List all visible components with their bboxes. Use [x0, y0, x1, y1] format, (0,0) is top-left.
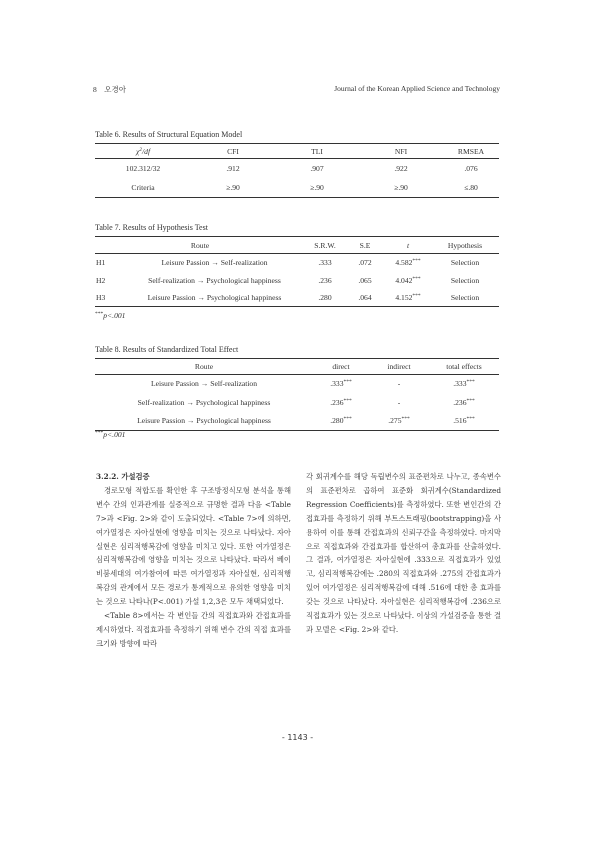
table7-header-t: t [406, 240, 410, 250]
table-cell: .907 [310, 163, 324, 173]
table-row [95, 393, 499, 412]
header-journal-title: Journal of the Korean Applied Science and Technology [334, 84, 500, 93]
table-cell: ≥.90 [394, 182, 408, 192]
direct-value: .236*** [330, 397, 352, 407]
route: Self-realization → Psychological happiness [148, 275, 281, 285]
table-row [95, 159, 499, 178]
route: Leisure Passion → Self-realization [150, 379, 258, 389]
srw-value: .280 [318, 292, 332, 302]
hypothesis-result: Selection [450, 292, 480, 302]
body-column-left [96, 470, 291, 651]
table-cell: Criteria [131, 182, 155, 192]
se-value: .072 [358, 258, 372, 268]
table8-note: ***p<.001 [95, 430, 126, 439]
page-number-footer: - 1143 - [281, 733, 314, 742]
direct-value: .280*** [330, 416, 352, 426]
se-value: .065 [358, 275, 372, 285]
t-value: 4.152*** [395, 292, 421, 302]
total-value: .516*** [453, 416, 475, 426]
table6-header-chi: $\chi^2/df$ [135, 146, 151, 156]
se-value: .064 [358, 292, 372, 302]
table-row [95, 375, 499, 393]
section-heading: 3.2.2. 가설검증 [96, 472, 150, 481]
table-row [95, 289, 499, 307]
table8-header-route: Route [194, 362, 214, 371]
hypothesis-id: H2 [96, 275, 106, 285]
table8-header-direct: direct [332, 362, 350, 371]
table-cell: .076 [464, 163, 478, 173]
header-author: 오경아 [104, 85, 126, 94]
indirect-value: .275*** [388, 416, 410, 426]
table-cell: ≥.90 [226, 182, 240, 192]
t-value: 4.582*** [395, 258, 421, 268]
table8-header-total: total effects [446, 362, 482, 371]
route: Leisure Passion → Self-realization [161, 258, 268, 268]
total-value: .333*** [453, 379, 475, 389]
hypothesis-result: Selection [450, 258, 480, 268]
table8 [95, 358, 499, 431]
table6-header-tli: TLI [311, 146, 323, 156]
running-header-left [93, 84, 126, 95]
table8-header-indirect: indirect [387, 362, 411, 371]
table6 [95, 143, 499, 198]
t-value: 4.042*** [395, 275, 421, 285]
table7-note: ***p<.001 [95, 311, 126, 320]
route: Leisure Passion → Psychological happiness [137, 416, 271, 426]
body-paragraph: <Table 8>에서는 각 변인들 간의 직접효과와 간접효과를 제시하였다. 직접효과를 측정하기 위해 변수 간의 직접 효과를 크기와 방향에 따라 [96, 611, 291, 648]
table7 [95, 236, 499, 307]
table-row [95, 254, 499, 272]
table7-header-hypothesis: Hypothesis [447, 240, 483, 250]
table8-caption: Table 8. Results of Standardized Total Effect [95, 345, 239, 354]
table6-caption: Table 6. Results of Structural Equation Model [95, 130, 243, 139]
route: Self-realization → Psychological happiness [137, 397, 271, 407]
indirect-value: - [397, 379, 401, 389]
table6-header-cfi: CFI [227, 146, 239, 156]
route: Leisure Passion → Psychological happiness [147, 292, 282, 302]
body-column-right [306, 470, 501, 637]
table7-header-route: Route [190, 240, 210, 250]
table7-header-se: S.E [359, 240, 371, 250]
table-row [95, 412, 499, 431]
table7-caption: Table 7. Results of Hypothesis Test [95, 223, 208, 232]
table-row [95, 272, 499, 289]
table-cell: ≤.80 [464, 182, 478, 192]
hypothesis-id: H1 [96, 258, 106, 268]
table-cell: .912 [226, 163, 240, 173]
table-cell: 102.312/32 [125, 163, 161, 173]
direct-value: .333*** [330, 379, 352, 389]
srw-value: .333 [318, 258, 332, 268]
table-cell: ≥.90 [310, 182, 324, 192]
body-paragraph: 각 회귀계수를 해당 독립변수의 표준편차로 나누고, 종속변수의 표준편차로 곱하여 표준화 회귀계수(Standardized Regression Coefficients)를 측정하였다. 또한 변인간의 간접효과를 측정하기 위해 부트스트래핑(bootstrapping)을 사용하여 이를 통해 간접효과의 신뢰구간을 측정하였다. 마지막으로 직접효과와 간접효과를 합산하여 총효과를 산출하였다. 그 결과, 여가열정은 자아실현에 .333으로 직접효과가 있었고, 심리적행복감에는 .280의 직접효과와 .275의 간접효과가 있어 여가열정은 심리적행복감에 대해 .516에 대한 총 효과를 갖는 것으로 나타났다. 자아실현은 심리적행복감에 .236으로 직접효과가 있는 것으로 나타났다. 이상의 가설검증을 통한 결과 모델은 <Fig. 2>와 같다. [306, 472, 501, 634]
table6-header-rmsea: RMSEA [457, 146, 485, 156]
hypothesis-result: Selection [450, 275, 480, 285]
table-row [95, 178, 499, 198]
table6-header-nfi: NFI [394, 146, 408, 156]
table7-header-srw: S.R.W. [314, 240, 336, 250]
hypothesis-id: H3 [96, 292, 106, 302]
table-cell: .922 [394, 163, 408, 173]
body-paragraph: 경로모형 적합도를 확인한 후 구조방정식모형 분석을 통해 변수 간의 인과관계를 실증적으로 규명한 결과 다음 <Table 7>과 <Fig. 2>와 같이 도출되었다. <Table 7>에 의하면, 여가열정은 자아실현에 영향을 미치는 것으로 나타났다. 자아실현은 심리적행복감에 영향을 미치고 있다. 또한 여가열정은 심리적행복감에 영향을 미치는 것으로 나타났다. 따라서 베이비붐세대의 여가참여에 따른 여가열정과 자아실현, 심리적행복감의 관계에서 모든 경로가 통계적으로 유의한 영향을 미치는 것으로 나타나(P<.001) 가설 1,2,3은 모두 채택되었다. [96, 485, 291, 607]
header-page-number: 8 [93, 85, 97, 94]
srw-value: .236 [318, 275, 332, 285]
indirect-value: - [397, 397, 401, 407]
total-value: .236*** [453, 397, 475, 407]
